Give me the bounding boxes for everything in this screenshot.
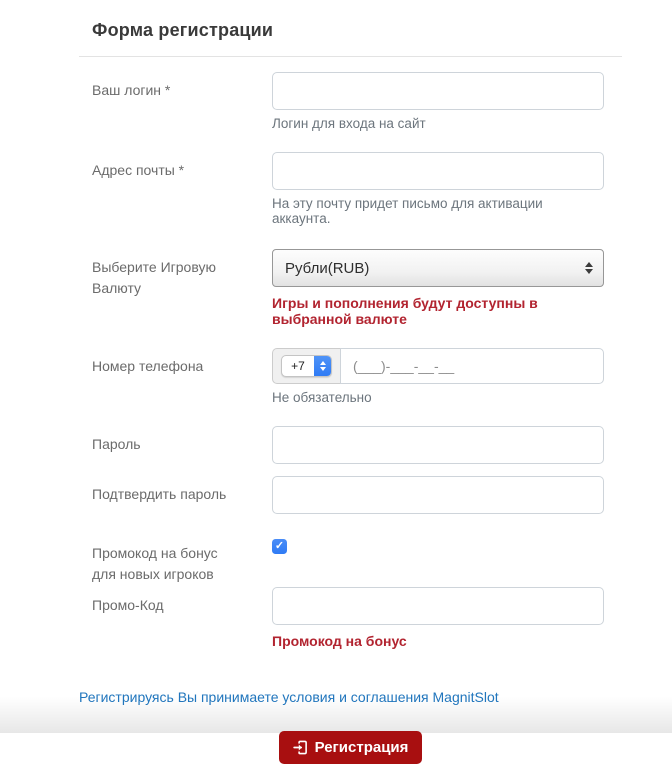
promo-code-input[interactable]	[272, 587, 604, 625]
email-row	[79, 152, 622, 226]
email-label: Адрес почты *	[92, 162, 185, 178]
country-code-value: +7	[291, 359, 305, 373]
password-confirm-label: Подтвердить пароль	[92, 486, 227, 502]
password-label: Пароль	[92, 436, 141, 452]
promo-checkbox-row	[79, 535, 622, 585]
promo-code-label: Промо-Код	[92, 597, 164, 613]
country-code-select[interactable]	[281, 355, 332, 377]
email-help: На эту почту придет письмо для активации аккаунта.	[272, 196, 543, 226]
submit-row	[79, 731, 622, 764]
select-arrow-up-icon	[585, 262, 593, 267]
login-ctrl-col	[272, 72, 604, 131]
page-title: Форма регистрации	[92, 20, 274, 40]
terms-link[interactable]: Регистрируясь Вы принимаете условия и соглашения MagnitSlot	[79, 689, 499, 705]
title-divider	[79, 56, 622, 57]
password-confirm-label-col	[79, 476, 272, 514]
login-row	[79, 72, 622, 131]
promo-bonus-link[interactable]: Промокод на бонус	[272, 633, 407, 649]
phone-label-col	[79, 348, 272, 405]
select-arrow-down-icon	[585, 269, 593, 274]
email-label-col	[79, 152, 272, 226]
stepper-up-icon	[320, 361, 326, 365]
phone-help: Не обязательно	[272, 390, 372, 405]
currency-selected-value: Рубли(RUB)	[285, 259, 370, 277]
password-row	[79, 426, 622, 464]
phone-label: Номер телефона	[92, 358, 204, 374]
checkbox-check-icon: ✓	[274, 540, 285, 552]
promo-code-ctrl-col	[272, 587, 604, 651]
login-label-col	[79, 72, 272, 131]
password-ctrl-col	[272, 426, 604, 464]
password-label-col	[79, 426, 272, 464]
currency-select[interactable]	[272, 249, 604, 287]
phone-input[interactable]	[340, 348, 604, 384]
phone-row	[79, 348, 622, 405]
register-button[interactable]	[279, 731, 423, 764]
registration-card	[64, 0, 637, 764]
password-input[interactable]	[272, 426, 604, 464]
registration-form	[79, 72, 622, 651]
phone-ctrl-col	[272, 348, 604, 405]
password-confirm-input[interactable]	[272, 476, 604, 514]
register-button-label: Регистрация	[314, 739, 409, 756]
email-input[interactable]	[272, 152, 604, 190]
login-help: Логин для входа на сайт	[272, 116, 426, 131]
password-confirm-row	[79, 476, 622, 514]
promo-checkbox[interactable]	[272, 539, 287, 554]
promo-code-label-col	[79, 587, 272, 651]
phone-prepend	[272, 348, 340, 384]
email-ctrl-col	[272, 152, 604, 226]
currency-row	[79, 249, 622, 327]
stepper-down-icon	[320, 367, 326, 371]
terms-row	[79, 689, 622, 707]
sign-in-icon	[293, 740, 308, 755]
promo-checkbox-label: Промокод на бонус для новых игроков	[92, 545, 218, 582]
select-arrows-icon	[585, 262, 593, 274]
currency-label-col	[79, 249, 272, 327]
login-input[interactable]	[272, 72, 604, 110]
password-confirm-ctrl-col	[272, 476, 604, 514]
currency-ctrl-col	[272, 249, 604, 327]
currency-label: Выберите Игровую Валюту	[92, 259, 216, 296]
promo-checkbox-ctrl-col	[272, 535, 604, 585]
promo-code-row	[79, 587, 622, 651]
currency-note: Игры и пополнения будут доступны в выбранной валюте	[272, 295, 538, 327]
login-label: Ваш логин *	[92, 82, 171, 98]
phone-input-group	[272, 348, 604, 384]
country-stepper-icon	[314, 356, 331, 376]
promo-checkbox-label-col	[79, 535, 272, 585]
